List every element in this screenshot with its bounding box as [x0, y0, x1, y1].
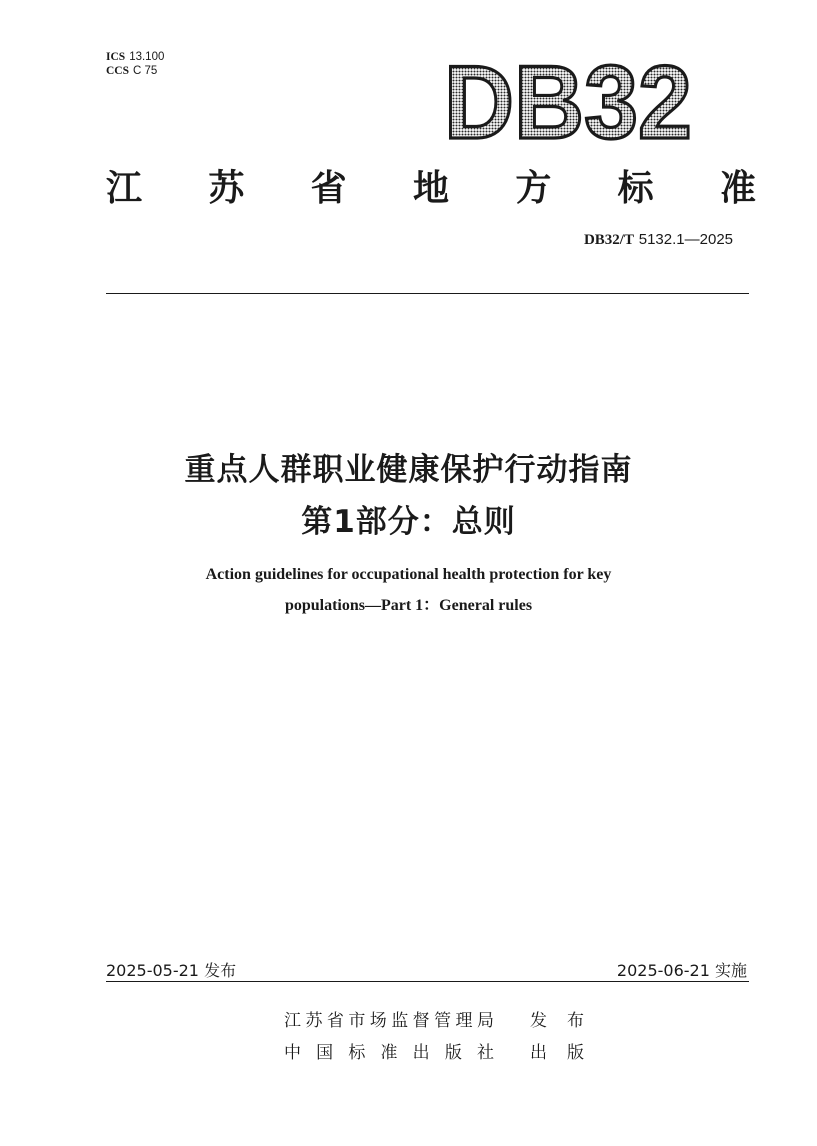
standard-type-char: 苏: [208, 167, 245, 209]
standard-type-char: 方: [515, 167, 552, 209]
standard-type-title: [106, 160, 756, 210]
ics-code: [106, 50, 164, 64]
ics-label: ICS: [106, 51, 126, 63]
ccs-value: C 75: [133, 65, 158, 77]
standard-type-char: 地: [412, 167, 449, 209]
classification-codes: [106, 50, 164, 78]
db32-logo: [440, 46, 700, 156]
standard-type-char: 准: [719, 167, 756, 209]
title-cn-line2: 第1部分：总则: [301, 504, 516, 540]
publisher-org: 中国标准出版社: [284, 1043, 494, 1063]
header-divider: [106, 293, 749, 294]
ccs-code: [106, 64, 164, 78]
standard-number-prefix: DB32/T: [583, 232, 634, 248]
publisher-row: [284, 1038, 584, 1063]
logo-text: DB32: [444, 46, 692, 156]
ccs-label: CCS: [106, 65, 130, 77]
ics-value: 13.100: [129, 51, 165, 63]
publisher-action: 出版: [530, 1043, 584, 1063]
footer-divider: [106, 981, 749, 982]
standard-type-char: 江: [106, 167, 143, 209]
title-en-line1: Action guidelines for occupational health protection for key: [205, 566, 612, 583]
title-en-line2: populations—Part 1：General rules: [284, 597, 533, 614]
standard-type-char: 省: [310, 167, 347, 209]
standard-number-value: 5132.1—2025: [638, 231, 733, 248]
standard-type-char: 标: [617, 167, 654, 209]
implement-date: 2025-06-21 实施: [616, 961, 747, 980]
publisher-row: [284, 1006, 584, 1031]
title-cn-line1: 重点人群职业健康保护行动指南: [184, 452, 633, 488]
standard-number: [584, 230, 733, 249]
publisher-action: 发布: [530, 1011, 584, 1031]
issue-date: 2025-05-21 发布: [106, 961, 237, 980]
publisher-org: 江苏省市场监督管理局: [284, 1011, 494, 1031]
